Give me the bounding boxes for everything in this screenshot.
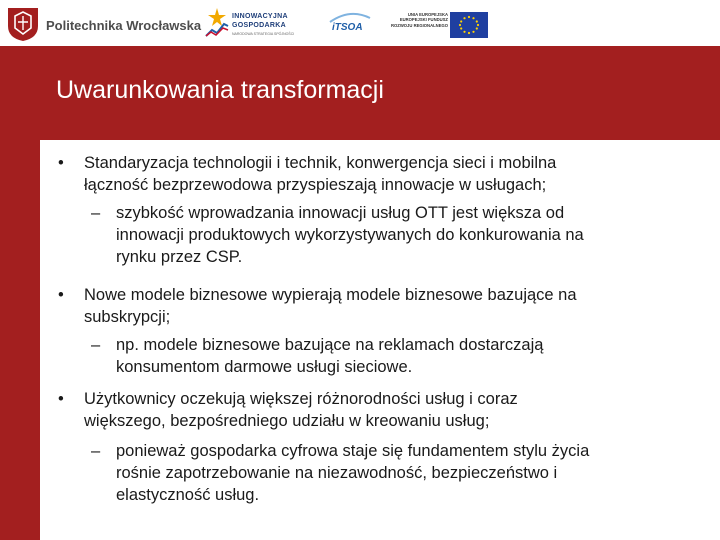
- sub-marker: –: [91, 336, 101, 354]
- itsoa-logo: [326, 12, 372, 38]
- politechnika-crest-icon: [6, 6, 40, 42]
- star-graph-icon: [204, 6, 230, 38]
- sub-1-line-2: innowacji produktowych wykorzystywanych do konkurowania na: [116, 226, 584, 244]
- innowacyjna-gospodarka-logo: [204, 4, 312, 42]
- eu-text: [382, 12, 448, 28]
- bullet-marker: •: [58, 286, 64, 304]
- logo-header: [0, 0, 720, 46]
- bullet-2-line-1: Nowe modele biznesowe wypierają modele biznesowe bazujące na: [84, 286, 577, 304]
- eu-flag-icon: [450, 12, 488, 38]
- sub-3-line-1: ponieważ gospodarka cyfrowa staje się fundamentem stylu życia: [116, 442, 590, 460]
- bullet-1-line-2: łączność bezprzewodowa przyspieszają innowacje w usługach;: [84, 176, 547, 194]
- sub-3-line-3: elastyczność usług.: [116, 486, 260, 504]
- eu-line-2: EUROPEJSKI FUNDUSZ: [399, 17, 448, 23]
- university-name: Politechnika Wrocławska: [46, 18, 202, 33]
- bullet-1-line-1: Standaryzacja technologii i technik, konwergencja sieci i mobilna: [84, 154, 557, 172]
- sub-2-line-2: konsumentom darmowe usługi sieciowe.: [116, 358, 413, 376]
- slide-title: Uwarunkowania transformacji: [56, 76, 384, 104]
- bullet-3-line-2: większego, bezpośredniego udziału w kreowaniu usług;: [84, 412, 490, 430]
- ig-line-3: NARODOWA STRATEGIA SPÓJNOŚCI: [232, 32, 295, 36]
- sub-2-line-1: np. modele biznesowe bazujące na reklamach dostarczają: [116, 336, 544, 354]
- bullet-marker: •: [58, 390, 64, 408]
- bullet-3-line-1: Użytkownicy oczekują większej różnorodności usług i coraz: [84, 390, 518, 408]
- ig-line-1: INNOWACYJNA: [232, 13, 288, 20]
- bullet-2-line-2: subskrypcji;: [84, 308, 171, 326]
- ig-line-2: GOSPODARKA: [232, 22, 286, 29]
- sub-3-line-2: rośnie zapotrzebowanie na niezawodność, bezpieczeństwo i: [116, 464, 558, 482]
- sub-marker: –: [91, 442, 101, 460]
- eu-line-1: UNIA EUROPEJSKA: [407, 12, 448, 17]
- sub-marker: –: [91, 204, 101, 222]
- eu-logo: [382, 10, 488, 38]
- itsoa-text: iTSOA: [332, 22, 363, 33]
- eu-line-3: ROZWOJU REGIONALNEGO: [391, 22, 448, 28]
- bullet-marker: •: [58, 154, 64, 172]
- sub-1-line-3: rynku przez CSP.: [116, 248, 243, 266]
- left-band: [0, 46, 40, 540]
- sub-1-line-1: szybkość wprowadzania innowacji usług OTT jest większa od: [116, 204, 565, 222]
